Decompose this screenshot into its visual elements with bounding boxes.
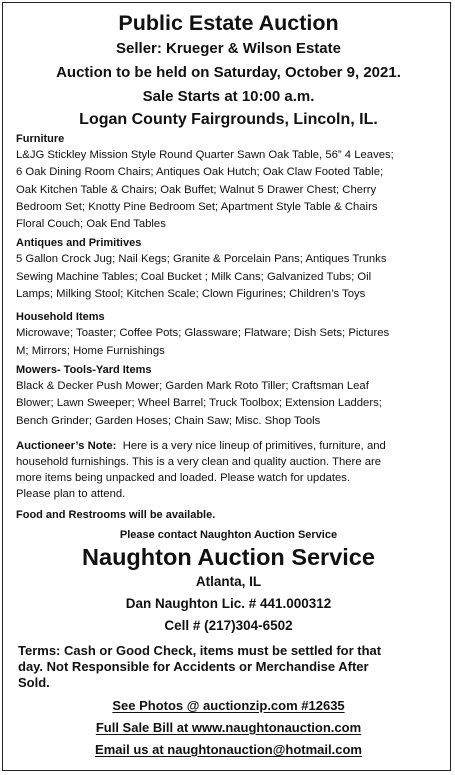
section-line: Bedroom Set; Knotty Pine Bedroom Set; Apartment Style Table & Chairs [16, 200, 378, 213]
section-line: Bench Grinder; Garden Hoses; Chain Saw; Misc. Shop Tools [16, 414, 321, 427]
section-line: 5 Gallon Crock Jug; Nail Kegs; Granite & Porcelain Pans; Antiques Trunks [16, 253, 387, 266]
section-line: L&JG Stickley Mission Style Round Quarter Sawn Oak Table, 56” 4 Leaves; [16, 149, 394, 161]
food-restrooms-note: Food and Restrooms will be available. [16, 508, 216, 521]
section-title: Antiques and Primitives [16, 237, 142, 250]
company-city: Atlanta, IL [195, 573, 262, 589]
note-label: Auctioneer’s Note: [16, 439, 117, 452]
terms-line: Sold. [18, 674, 50, 690]
company-name: Naughton Auction Service [82, 543, 375, 570]
start-time-line: Sale Starts at 10:00 a.m. [142, 88, 315, 105]
terms-line: Terms: Cash or Good Check, items must be settled for that [18, 642, 382, 658]
note-line: Here is a very nice lineup of primitives, furniture, and [122, 439, 386, 452]
photos-link[interactable]: See Photos @ auctionzip.com #12635 [112, 697, 345, 713]
note-line: Please plan to attend. [16, 487, 126, 500]
header [16, 10, 441, 132]
section-title: Mowers- Tools-Yard Items [16, 363, 152, 376]
section-mowers [16, 363, 441, 430]
section-line: Sewing Machine Tables; Coal Bucket ; Milk Cans; Galvanized Tubs; Oil [16, 270, 372, 283]
section-household [16, 310, 441, 360]
sale-bill-link[interactable]: Full Sale Bill at www.naughtonauction.com [95, 719, 362, 735]
cell-number: Cell # (217)304-6502 [164, 617, 293, 633]
section-line: Microwave; Toaster; Coffee Pots; Glassware; Flatware; Dish Sets; Pictures [16, 327, 390, 340]
location-line: Logan County Fairgrounds, Lincoln, IL. [79, 111, 378, 128]
section-line: Blower; Lawn Sweeper; Wheel Barrel; Truck Toolbox; Extension Ladders; [16, 397, 382, 410]
auction-ad [16, 10, 441, 760]
section-line: 6 Oak Dining Room Chairs; Antiques Oak Hutch; Oak Claw Footed Table; [16, 166, 384, 179]
license-number: Dan Naughton Lic. # 441.000312 [125, 595, 332, 611]
date-line: Auction to be held on Saturday, October 9, 2021. [56, 64, 401, 81]
section-line: Floral Couch; Oak End Tables [16, 218, 166, 231]
section-antiques [16, 236, 441, 303]
ad-title: Public Estate Auction [118, 11, 339, 35]
note-line: household furnishings. This is a very clean and quality auction. There are [16, 455, 382, 468]
contact-prompt: Please contact Naughton Auction Service [119, 528, 338, 541]
seller-line: Seller: Krueger & Wilson Estate [116, 40, 341, 57]
section-line: Oak Kitchen Table & Chairs; Oak Buffet; Walnut 5 Drawer Chest; Cherry [16, 183, 377, 196]
section-title: Household Items [16, 311, 105, 324]
section-line: Black & Decker Push Mower; Garden Mark Roto Tiller; Craftsman Leaf [16, 379, 369, 392]
section-title: Furniture [16, 133, 65, 145]
contact-block [16, 527, 441, 635]
section-furniture [16, 132, 441, 233]
section-line: Lamps; Milking Stool; Kitchen Scale; Clown Figurines; Children’s Toys [16, 288, 366, 301]
terms-line: day. Not Responsible for Accidents or Merchandise After [18, 658, 369, 674]
email-link[interactable]: Email us at naughtonauction@hotmail.com [95, 741, 362, 757]
section-line: M; Mirrors; Home Furnishings [16, 344, 165, 357]
auctioneer-note [16, 438, 441, 502]
terms-block [16, 643, 441, 691]
note-line: more items being unpacked and loaded. Please watch for updates. [16, 471, 351, 484]
links-block [16, 696, 441, 760]
